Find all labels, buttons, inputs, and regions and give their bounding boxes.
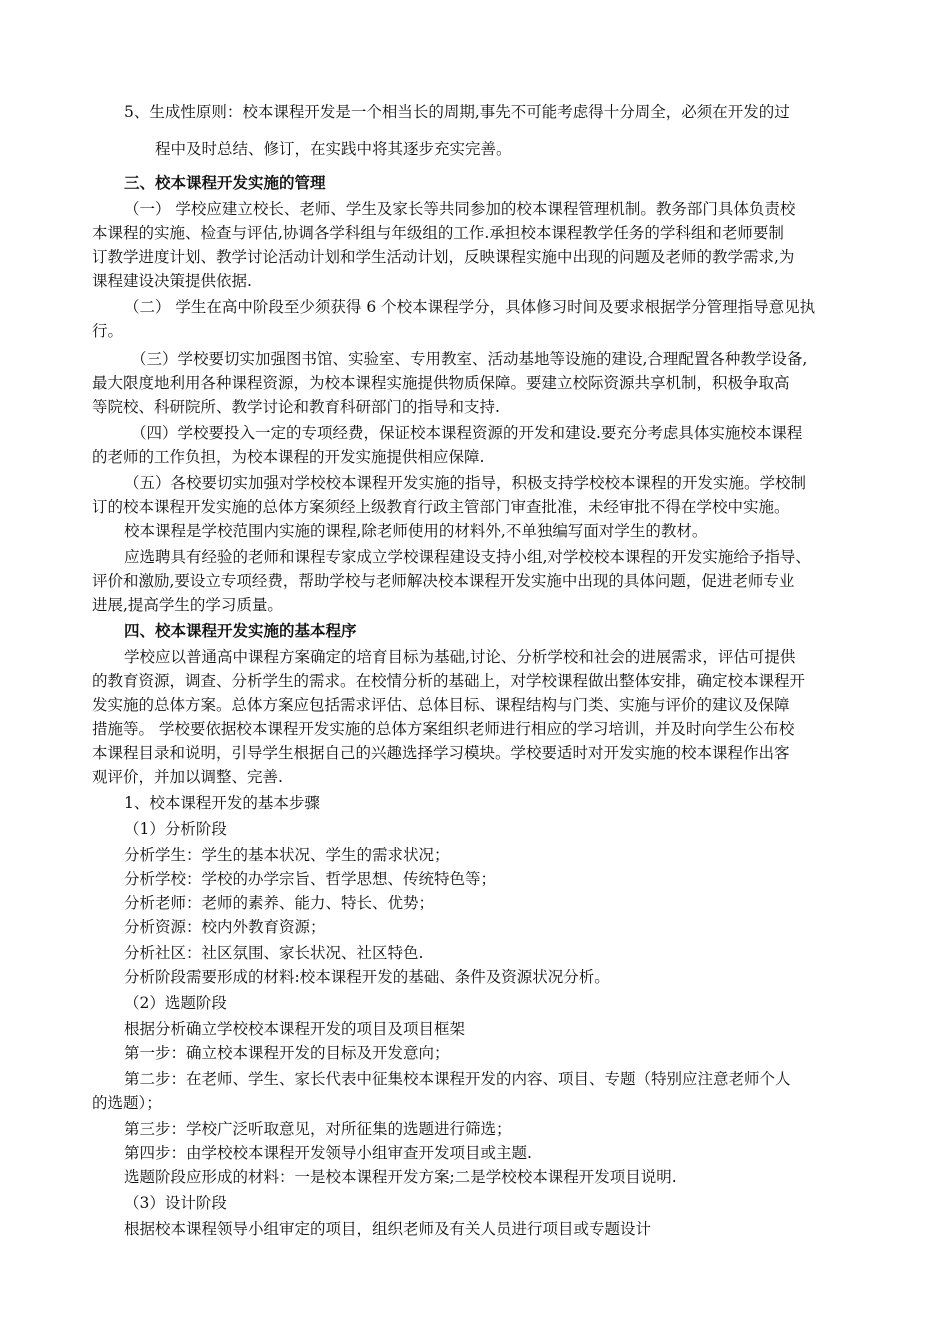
- text-line: （三）学校要切实加强图书馆、实验室、专用教室、活动基地等设施的建设,合理配置各种教学设备,: [131, 350, 808, 368]
- text-line: 根据分析确立学校校本课程开发的项目及项目框架: [124, 1020, 466, 1038]
- text-line: 第一步：确立校本课程开发的目标及开发意向；: [124, 1044, 450, 1062]
- text-line: 订教学进度计划、教学讨论活动计划和学生活动计划，反映课程实施中出现的问题及老师的教学需求,为: [92, 248, 795, 266]
- text-line: 进展,提高学生的学习质量。: [92, 596, 283, 614]
- text-line: 第三步：学校广泛听取意见，对所征集的选题进行筛选；: [124, 1120, 512, 1138]
- text-line: 第四步：由学校校本课程开发领导小组审查开发项目或主题.: [124, 1144, 532, 1162]
- text-line: 最大限度地利用各种课程资源，为校本课程实施提供物质保障。要建立校际资源共享机制，积极争取高: [92, 374, 790, 392]
- text-line: （二） 学生在高中阶段至少须获得 6 个校本课程学分，具体修习时间及要求根据学分管理指导意见执: [124, 298, 816, 316]
- text-line: 等院校、科研院所、教学讨论和教育科研部门的指导和支持.: [92, 398, 500, 416]
- text-line: 行。: [92, 322, 124, 340]
- text-line: 分析社区：社区氛围、家长状况、社区特色.: [124, 944, 424, 962]
- text-line: 的选题）；: [92, 1094, 162, 1112]
- text-line: （一） 学校应建立校长、老师、学生及家长等共同参加的校本课程管理机制。教务部门具体负责校: [124, 200, 796, 218]
- text-line: 课程建设决策提供依据.: [92, 272, 252, 290]
- text-line: 选题阶段应形成的材料：一是校本课程开发方案;二是学校校本课程开发项目说明.: [124, 1168, 677, 1186]
- text-line: 校本课程是学校范围内实施的课程,除老师使用的材料外,不单独编写面对学生的教材。: [124, 522, 708, 540]
- text-line: 1、校本课程开发的基本步骤: [124, 794, 320, 812]
- text-line: 分析学生：学生的基本状况、学生的需求状况；: [124, 846, 450, 864]
- text-line: 订的校本课程开发实施的总体方案须经上级教育行政主管部门审查批准，未经审批不得在学校中实施。: [92, 498, 790, 516]
- text-line: 程中及时总结、修订，在实践中将其逐步充实完善。: [155, 140, 512, 158]
- text-line: 本课程的实施、检查与评估,协调各学科组与年级组的工作.承担校本课程教学任务的学科组和老师要制: [92, 224, 784, 242]
- text-line: （1）分析阶段: [124, 820, 227, 838]
- text-line: 发实施的总体方案。总体方案应包括需求评估、总体目标、课程结构与门类、实施与评价的建议及保障: [92, 696, 790, 714]
- text-line: （五）各校要切实加强对学校校本课程开发实施的指导，积极支持学校校本课程的开发实施。学校制: [124, 474, 807, 492]
- text-line: （3）设计阶段: [124, 1194, 227, 1212]
- text-line: 分析学校：学校的办学宗旨、哲学思想、传统特色等；: [124, 870, 497, 888]
- text-line: 应选聘具有经验的老师和课程专家成立学校课程建设支持小组,对学校校本课程的开发实施给予指导、: [124, 548, 811, 566]
- text-line: （四）学校要投入一定的专项经费，保证校本课程资源的开发和建设.要充分考虑具体实施校本课程: [131, 424, 803, 442]
- text-line: 的老师的工作负担，为校本课程的开发实施提供相应保障.: [92, 448, 485, 466]
- text-line: 学校应以普通高中课程方案确定的培育目标为基础,讨论、分析学校和社会的进展需求，评估可提供: [124, 648, 796, 666]
- text-line: 本课程目录和说明，引导学生根据自己的兴趣选择学习模块。学校要适时对开发实施的校本课程作出客: [92, 744, 790, 762]
- text-line: 分析阶段需要形成的材料:校本课程开发的基础、条件及资源状况分析。: [124, 968, 610, 986]
- text-line: （2）选题阶段: [124, 994, 227, 1012]
- text-line: 的教育资源，调查、分析学生的需求。在校情分析的基础上，对学校课程做出整体安排，确定校本课程开: [92, 672, 806, 690]
- text-line: 5、生成性原则：校本课程开发是一个相当长的周期,事先不可能考虑得十分周全，必须在开发的过: [124, 103, 790, 121]
- text-line: 分析资源：校内外教育资源；: [124, 918, 326, 936]
- section-heading: 三、校本课程开发实施的管理: [124, 174, 326, 192]
- section-heading: 四、校本课程开发实施的基本程序: [124, 622, 357, 640]
- text-line: 观评价，并加以调整、完善.: [92, 768, 283, 786]
- text-line: 评价和激励,要设立专项经费，帮助学校与老师解决校本课程开发实施中出现的具体问题，促进老师专业: [92, 572, 795, 590]
- text-line: 分析老师：老师的素养、能力、特长、优势；: [124, 894, 435, 912]
- text-line: 根据校本课程领导小组审定的项目，组织老师及有关人员进行项目或专题设计: [124, 1220, 652, 1238]
- text-line: 措施等。 学校要依据校本课程开发实施的总体方案组织老师进行相应的学习培训，并及时向学生公布校: [92, 720, 795, 738]
- text-line: 第二步：在老师、学生、家长代表中征集校本课程开发的内容、项目、专题（特别应注意老师个人: [124, 1070, 791, 1088]
